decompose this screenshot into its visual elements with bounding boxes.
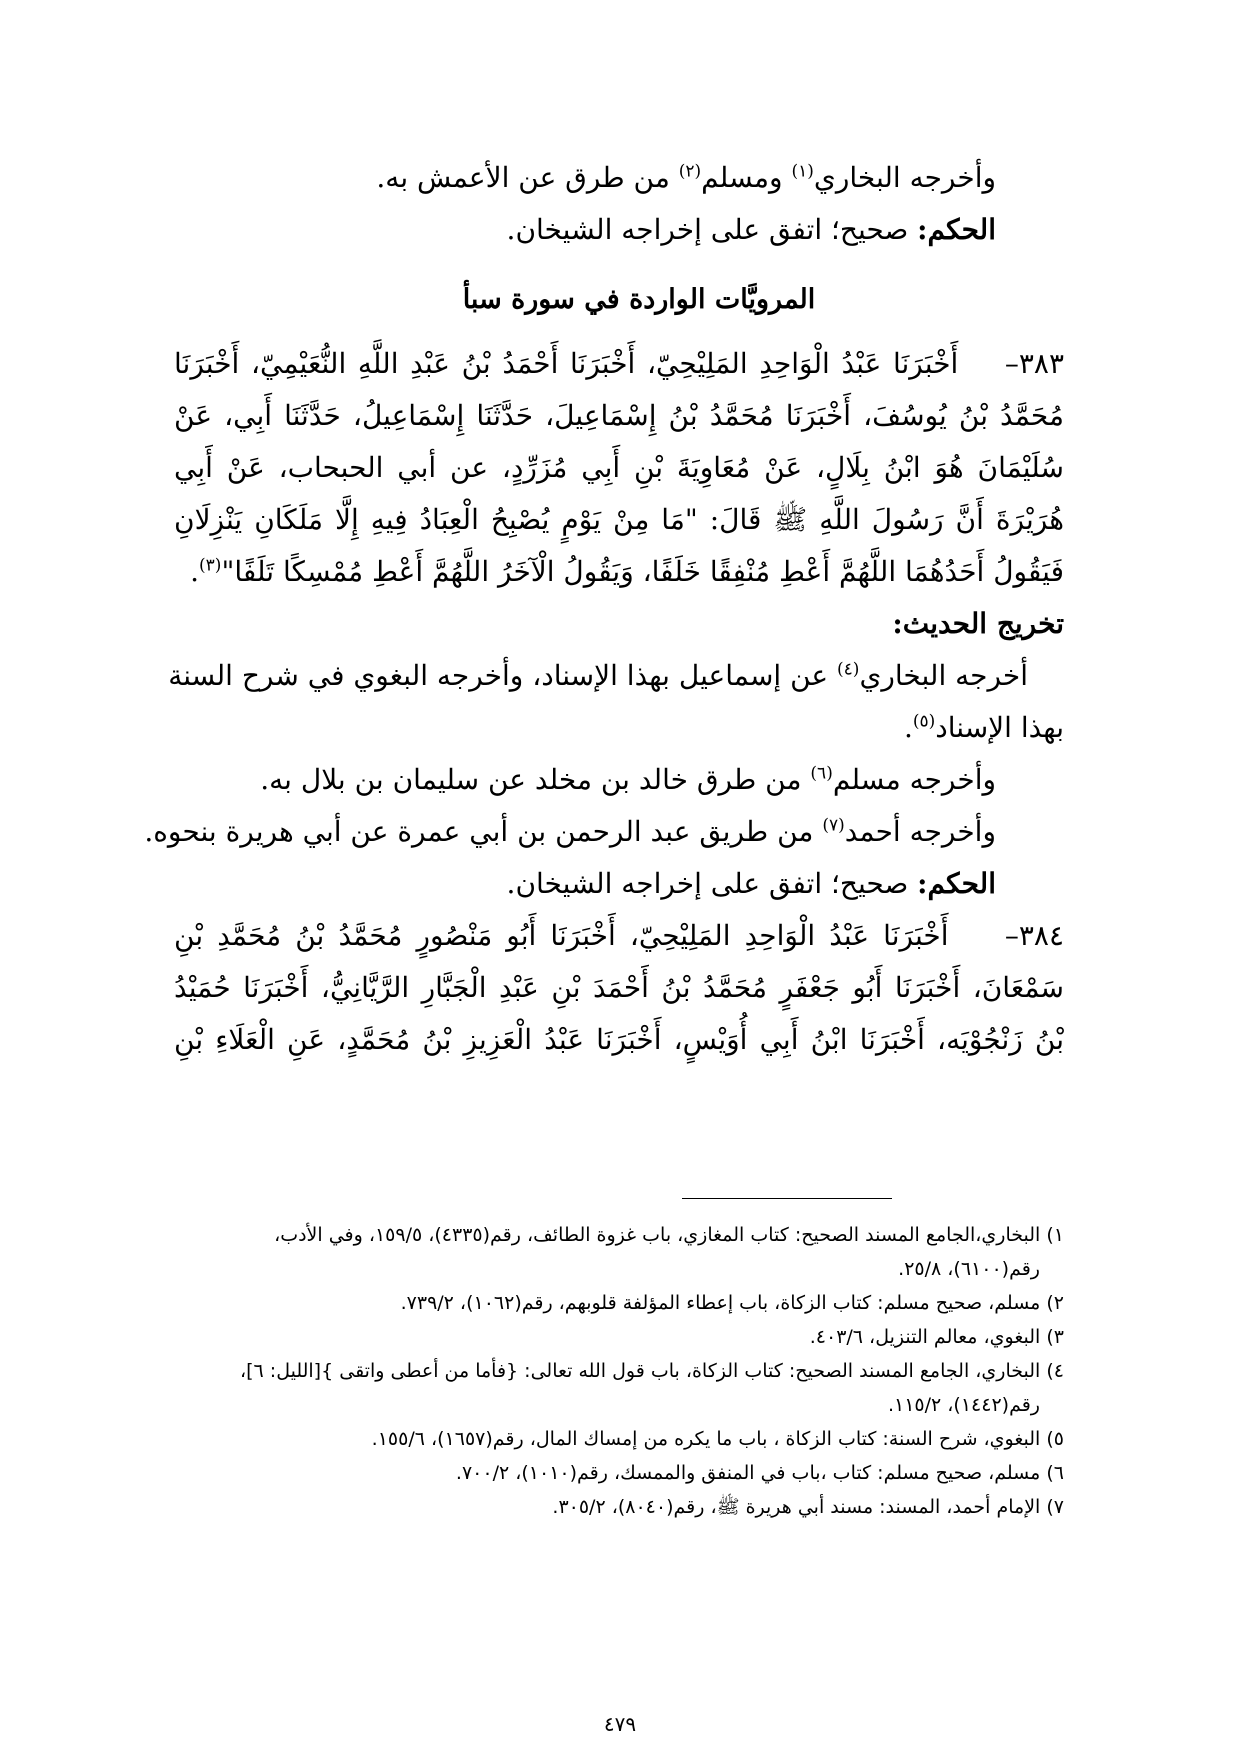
takhrij-text: من طريق عبد الرحمن بن أبي عمرة عن أبي هريرة بنحوه. <box>144 815 823 848</box>
takhrij-text: من طرق خالد بن مخلد عن سليمان بن بلال به. <box>260 763 811 796</box>
footnote-text: البخاري، الجامع المسند الصحيح: كتاب الزكاة، باب قول الله تعالى: {فأما من أعطى واتقى }[الليل: ٦]، <box>240 1360 1047 1382</box>
hadith-line: هُرَيْرَةَ أَنَّ رَسُولَ اللَّهِ ﷺ قَالَ: "مَا مِنْ يَوْمٍ يُصْبِحُ الْعِبَادُ فِيهِ إِلَّا مَلَكَانِ يَنْزِلَانِ <box>174 503 1064 536</box>
hadith-number: ٣٨٣– <box>1004 347 1064 380</box>
hadith-line <box>174 910 1064 962</box>
footnote-ref[interactable]: (٢) <box>678 161 702 182</box>
footnote-ref[interactable]: (٧) <box>822 815 845 836</box>
ruling-label: الحكم: <box>917 867 996 900</box>
page-number: ٤٧٩ <box>603 1712 637 1736</box>
takhrij-text: وأخرجه أحمد <box>844 815 996 848</box>
footnote <box>0 1218 1064 1286</box>
footnote-ref[interactable]: (٣) <box>199 555 222 576</box>
footnote-number: ١) <box>1046 1224 1064 1246</box>
ruling-text: صحيح؛ اتفق على إخراجه الشيخان. <box>506 213 918 246</box>
footnote-ref[interactable]: (٦) <box>810 763 833 784</box>
ruling-text: صحيح؛ اتفق على إخراجه الشيخان. <box>506 867 918 900</box>
footnote-number: ٦) <box>1046 1462 1064 1484</box>
hadith-text: أَخْبَرَنَا عَبْدُ الْوَاحِدِ المَلِيْحِيّ، أَخْبَرَنَا أَبُو مَنْصُورٍ مُحَمَّدُ بْنُ مُحَمَّدِ بْنِ <box>174 919 949 952</box>
footnote-number: ٤) <box>1046 1360 1064 1382</box>
takhrij-text: بهذا الإسناد <box>935 711 1064 744</box>
intro-text: وأخرجه البخاري <box>813 161 996 194</box>
intro-text: من طرق عن الأعمش به. <box>376 161 679 194</box>
hadith-text: أَخْبَرَنَا عَبْدُ الْوَاحِدِ المَلِيْحِيّ، أَخْبَرَنَا أَحْمَدُ بْنُ عَبْدِ اللَّهِ النُّعَيْمِيّ، أَخْبَرَنَا <box>174 347 959 380</box>
footnote-text: مسلم، صحيح مسلم: كتاب ،باب في المنفق والممسك، رقم(١٠١٠)، ٧٠٠/٢. <box>455 1462 1047 1484</box>
footnotes <box>0 1218 1064 1524</box>
takhrij-text: عن إسماعيل بهذا الإسناد، وأخرجه البغوي في شرح السنة <box>168 659 838 692</box>
footnote <box>0 1490 1064 1524</box>
footnote-text: البخاري،الجامع المسند الصحيح: كتاب المغازي، باب غزوة الطائف، رقم(٤٣٣٥)، ١٥٩/٥، وفي الأدب، <box>274 1224 1047 1246</box>
hadith-text: فَيَقُولُ أَحَدُهُمَا اللَّهُمَّ أَعْطِ مُنْفِقًا خَلَفًا، وَيَقُولُ الْآخَرُ اللَّهُمَّ أَعْطِ مُمْسِكًا تَلَفًا" <box>221 555 1064 588</box>
footnote <box>0 1286 1064 1320</box>
hadith-line <box>174 338 1064 390</box>
takhrij-text: وأخرجه مسلم <box>832 763 996 796</box>
takhrij-heading: تخريج الحديث: <box>892 607 1064 640</box>
takhrij-line <box>144 806 1064 858</box>
footnote-text: رقم(١٤٤٢)، ١١٥/٢. <box>887 1394 1040 1416</box>
intro-text: ومسلم <box>701 161 792 194</box>
footnote-ref[interactable]: (١) <box>791 161 814 182</box>
section-heading: المرويَّات الواردة في سورة سبأ <box>462 284 816 315</box>
footnote-text: رقم(٦١٠٠)، ٢٥/٨. <box>898 1258 1040 1280</box>
ruling-line <box>174 204 1064 256</box>
footnote <box>0 1320 1064 1354</box>
hadith-number: ٣٨٤– <box>1004 919 1064 952</box>
footnote-ref[interactable]: (٥) <box>912 711 936 732</box>
ruling-line <box>174 858 1064 910</box>
takhrij-text: . <box>903 711 913 744</box>
footnote-number: ٢) <box>1046 1292 1064 1314</box>
hadith-line: سَمْعَانَ، أَخْبَرَنَا أَبُو جَعْفَرٍ مُحَمَّدُ بْنُ أَحْمَدَ بْنِ عَبْدِ الْجَبَّارِ الرَّيَّانِيُّ، أَخْبَرَنَا حُمَيْدُ <box>174 971 1064 1004</box>
hadith-line <box>174 546 1064 598</box>
footnote-text: الإمام أحمد، المسند: مسند أبي هريرة ﷺ، رقم(٨٠٤٠)، ٣٠٥/٢. <box>552 1496 1047 1518</box>
footnote-text: مسلم، صحيح مسلم: كتاب الزكاة، باب إعطاء المؤلفة قلوبهم، رقم(١٠٦٢)، ٧٣٩/٢. <box>400 1292 1047 1314</box>
footnote <box>0 1354 1064 1422</box>
intro-line <box>174 152 1064 204</box>
takhrij-line <box>168 650 1064 702</box>
hadith-line: مُحَمَّدُ بْنُ يُوسُفَ، أَخْبَرَنَا مُحَمَّدُ بْنُ إِسْمَاعِيلَ، حَدَّثَنَا إِسْمَاعِيلُ، حَدَّثَنَا أَبِي، عَنْ <box>174 399 1064 432</box>
footnote-separator <box>682 1198 892 1199</box>
takhrij-text: أخرجه البخاري <box>859 659 1028 692</box>
main-text <box>144 152 1064 1066</box>
footnote-text: البغوي، معالم التنزيل، ٤٠٣/٦. <box>809 1326 1047 1348</box>
hadith-text: . <box>190 555 200 588</box>
footnote-number: ٣) <box>1046 1326 1064 1348</box>
footnote-number: ٧) <box>1046 1496 1064 1518</box>
footnote <box>0 1456 1064 1490</box>
hadith-line: سُلَيْمَانَ هُوَ ابْنُ بِلَالٍ، عَنْ مُعَاوِيَةَ بْنِ أَبِي مُزَرِّدٍ، عن أبي الحبحاب، عَنْ أَبِي <box>174 451 1064 484</box>
takhrij-line <box>174 754 1064 806</box>
footnote-text: البغوي، شرح السنة: كتاب الزكاة ، باب ما يكره من إمساك المال، رقم(١٦٥٧)، ١٥٥/٦. <box>371 1428 1047 1450</box>
footnote-number: ٥) <box>1046 1428 1064 1450</box>
ruling-label: الحكم: <box>917 213 996 246</box>
footnote-ref[interactable]: (٤) <box>837 659 860 680</box>
takhrij-line <box>174 702 1064 754</box>
hadith-line: بْنُ زَنْجُوْيَه، أَخْبَرَنَا ابْنُ أَبِي أُوَيْسٍ، أَخْبَرَنَا عَبْدُ الْعَزِيزِ بْنُ مُحَمَّدٍ، عَنِ الْعَلَاءِ بْنِ <box>174 1023 1064 1056</box>
footnote <box>0 1422 1064 1456</box>
